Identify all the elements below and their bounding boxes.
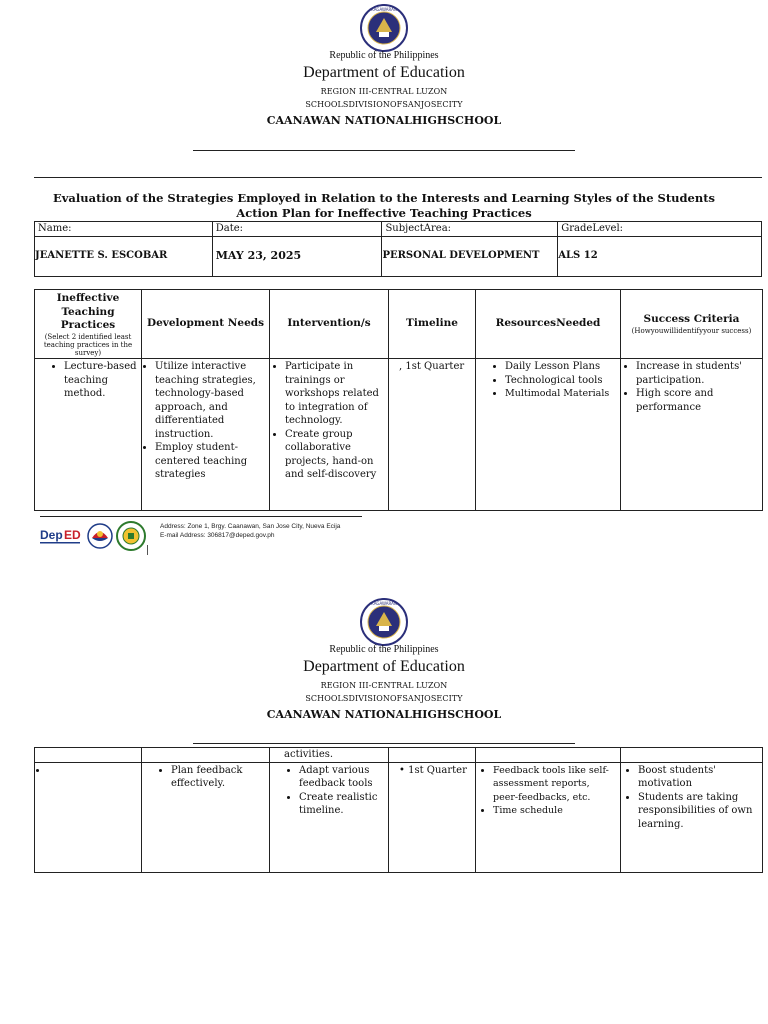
row2-resources-cell xyxy=(476,762,621,872)
header-practices-note: (Select 2 identified least teaching practices in the survey) xyxy=(43,332,133,357)
row1-needs-cell xyxy=(142,359,270,511)
school-name: CAANAWAN NATIONALHIGHSCHOOL xyxy=(266,708,502,721)
carry-cell-empty xyxy=(35,748,142,763)
footer-separator xyxy=(147,545,148,555)
carry-over-cell xyxy=(270,748,389,763)
row1-interventions-cell xyxy=(270,359,389,511)
carry-cell-empty xyxy=(476,748,621,763)
header-success-note: (Howyouwillidentifyyour success) xyxy=(631,326,752,335)
header-interventions: Intervention/s xyxy=(270,290,389,359)
row2-practice-cell xyxy=(35,762,142,872)
list-item: • Boost students' motivation xyxy=(638,764,759,791)
timeline-bullet: , xyxy=(399,361,406,372)
letterhead-underline xyxy=(193,743,575,744)
deped-logo xyxy=(38,522,86,548)
carry-cell-empty xyxy=(142,748,270,763)
footer-address: Address: Zone 1, Brgy. Caanawan, San Jose City, Nueva Ecija xyxy=(160,523,341,530)
deped-seal xyxy=(360,4,408,52)
footer-email: E-mail Address: 306817@deped.gov.ph xyxy=(160,532,275,539)
division-text: SCHOOLSDIVISIONOFSANJOSECITY xyxy=(305,694,463,703)
header-timeline: Timeline xyxy=(389,290,476,359)
list-item: • Adapt various feedback tools xyxy=(299,764,385,791)
list-item: • Time schedule xyxy=(493,804,617,818)
grade-label: GradeLevel: xyxy=(558,222,762,237)
subject-value: PERSONAL DEVELOPMENT xyxy=(382,236,558,276)
list-item: • Lecture-based teaching method. xyxy=(64,360,138,401)
carry-over-text: activities. xyxy=(284,749,334,760)
list-item: • Utilize interactive teaching strategies, technology-based approach, and differentiated instruction. xyxy=(155,360,266,441)
subject-label: SubjectArea: xyxy=(382,222,558,237)
action-plan-table xyxy=(34,289,763,511)
header-resources: ResourcesNeeded xyxy=(476,290,621,359)
list-item: • Plan feedback effectively. xyxy=(171,764,266,791)
svg-text:Dep: Dep xyxy=(40,528,63,542)
list-item: • Participate in trainings or workshops related to integration of technology. xyxy=(285,360,385,428)
list-item: • Create group collaborative projects, hand-on and self-discovery xyxy=(285,428,385,482)
name-value: JEANETTE S. ESCOBAR xyxy=(35,236,213,276)
info-table xyxy=(34,221,762,277)
republic-text: Republic of the Philippines xyxy=(329,50,439,61)
department-title: Department of Education xyxy=(303,64,465,81)
footer-rule xyxy=(40,516,362,517)
list-item: • Employ student-centered teaching strategies xyxy=(155,441,266,482)
letterhead-underline xyxy=(193,150,575,151)
svg-text:KAGAWARAN: KAGAWARAN xyxy=(371,601,397,606)
row1-resources-cell xyxy=(476,359,621,511)
division-text: SCHOOLSDIVISIONOFSANJOSECITY xyxy=(305,100,463,109)
timeline-bullet: • xyxy=(399,764,409,776)
row2-interventions-cell xyxy=(270,762,389,872)
header-success xyxy=(621,290,763,359)
list-item: • Students are taking responsibilities of own learning. xyxy=(638,791,759,832)
name-label: Name: xyxy=(35,222,213,237)
region-text: REGION III-CENTRAL LUZON xyxy=(320,681,448,690)
region-text: REGION III-CENTRAL LUZON xyxy=(320,87,448,96)
svg-text:ED: ED xyxy=(64,528,81,542)
header-success-label: Success Criteria xyxy=(643,313,740,326)
date-value: MAY 23, 2025 xyxy=(212,236,382,276)
republic-text: Republic of the Philippines xyxy=(329,644,439,655)
carry-cell-empty xyxy=(621,748,763,763)
action-plan-table-continued xyxy=(34,747,763,873)
department-title: Department of Education xyxy=(303,658,465,675)
date-label: Date: xyxy=(212,222,382,237)
list-item: • Multimodal Materials xyxy=(505,387,617,401)
list-item: • Technological tools xyxy=(505,374,617,388)
svg-text:KAGAWARAN: KAGAWARAN xyxy=(371,7,397,12)
document-title: Evaluation of the Strategies Employed in Relation to the Interests and Learning Styles of the Students xyxy=(52,191,716,205)
header-practices-label: Ineffective Teaching Practices xyxy=(56,292,120,331)
list-item xyxy=(48,764,138,778)
header-needs: Development Needs xyxy=(142,290,270,359)
row2-timeline-cell xyxy=(389,762,476,872)
list-item: • High score and performance xyxy=(636,387,759,414)
document-subtitle: Action Plan for Ineffective Teaching Practices xyxy=(236,206,532,220)
page-divider xyxy=(34,177,762,178)
row2-timeline: 1st Quarter xyxy=(408,764,467,776)
row1-timeline-cell xyxy=(389,359,476,511)
school-seal-logo xyxy=(116,521,146,551)
list-item: • Increase in students' participation. xyxy=(636,360,759,387)
deped-seal-page2 xyxy=(360,598,408,646)
row1-timeline: 1st Quarter xyxy=(405,361,465,372)
carry-cell-empty xyxy=(389,748,476,763)
school-name: CAANAWAN NATIONALHIGHSCHOOL xyxy=(266,114,502,127)
header-practices xyxy=(35,290,142,359)
list-item: • Create realistic timeline. xyxy=(299,791,385,818)
grade-value: ALS 12 xyxy=(558,236,762,276)
row2-needs-cell xyxy=(142,762,270,872)
row1-success-cell xyxy=(621,359,763,511)
bagong-pilipinas-logo xyxy=(86,522,114,550)
row1-practice-cell xyxy=(35,359,142,511)
list-item: • Feedback tools like self-assessment reports, peer-feedbacks, etc. xyxy=(493,764,617,805)
row2-success-cell xyxy=(621,762,763,872)
list-item: • Daily Lesson Plans xyxy=(505,360,617,374)
